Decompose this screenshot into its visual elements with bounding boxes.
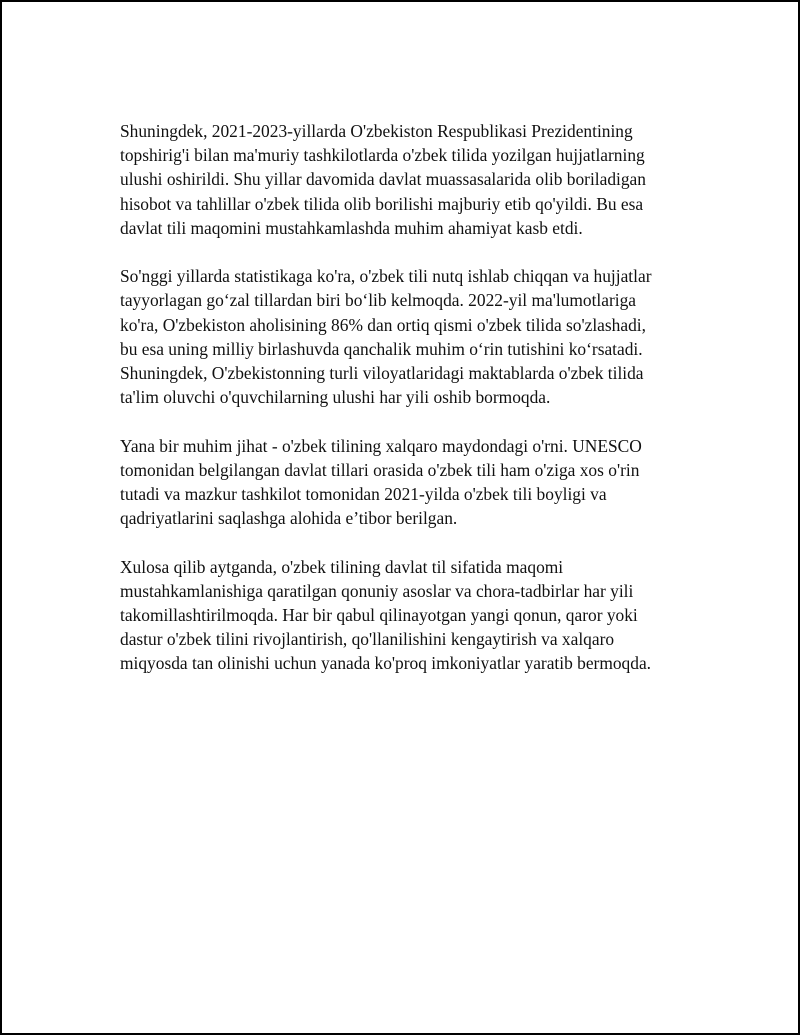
text-line: tayyorlagan go‘zal tillardan biri bo‘lib kelmoqda. 2022-yil ma'lumotlariga <box>120 290 637 311</box>
text-line: tutadi va mazkur tashkilot tomonidan 2021-yilda o'zbek tili boyligi va <box>120 484 607 505</box>
text-line: tomonidan belgilangan davlat tillari orasida o'zbek tili ham o'ziga xos o'rin <box>120 459 640 480</box>
paragraph-1 <box>120 119 720 240</box>
paragraph-2 <box>120 264 720 409</box>
text-line: Shuningdek, 2021-2023-yillarda O'zbekiston Respublikasi Prezidentining <box>120 121 633 141</box>
text-line: takomillashtirilmoqda. Har bir qabul qilinayotgan yangi qonun, qaror yoki <box>120 605 638 626</box>
text-line: miqyosda tan olinishi uchun yanada ko'proq imkoniyatlar yaratib bermoqda. <box>120 653 652 674</box>
text-line: dastur o'zbek tilini rivojlantirish, qo'llanilishini kengaytirish va xalqaro <box>120 629 615 650</box>
paragraph-3 <box>120 434 720 531</box>
text-line: ulushi oshirildi. Shu yillar davomida davlat muassasalarida olib boriladigan <box>120 169 646 190</box>
text-line: topshirig'i bilan ma'muriy tashkilotlarda o'zbek tilida yozilgan hujjatlarning <box>120 145 645 166</box>
text-line: So'nggi yillarda statistikaga ko'ra, o'zbek tili nutq ishlab chiqqan va hujjatlar <box>120 266 652 287</box>
text-line: mustahkamlanishiga qaratilgan qonuniy asoslar va chora-tadbirlar har yili <box>120 580 634 601</box>
text-line: ta'lim oluvchi o'quvchilarning ulushi har yili oshib bormoqda. <box>120 387 551 408</box>
text-line: hisobot va tahlillar o'zbek tilida olib borilishi majburiy etib qo'yildi. Bu esa <box>120 193 644 214</box>
text-line: davlat tili maqomini mustahkamlashda muhim ahamiyat kasb etdi. <box>120 217 583 238</box>
text-line: Shuningdek, O'zbekistonning turli viloyatlaridagi maktablarda o'zbek tilida <box>120 363 644 384</box>
text-line: ko'ra, O'zbekiston aholisining 86% dan ortiq qismi o'zbek tilida so'zlashadi, <box>120 314 646 335</box>
text-line: bu esa uning milliy birlashuvda qanchalik muhim o‘rin tutishini ko‘rsatadi. <box>120 338 643 359</box>
document-body <box>120 119 720 700</box>
paragraph-4 <box>120 555 720 676</box>
text-line: qadriyatlarini saqlashga alohida e’tibor berilgan. <box>120 508 458 529</box>
text-line: Xulosa qilib aytganda, o'zbek tilining davlat til sifatida maqomi <box>120 556 564 577</box>
text-line: Yana bir muhim jihat - o'zbek tilining xalqaro maydondagi o'rni. UNESCO <box>120 435 642 456</box>
